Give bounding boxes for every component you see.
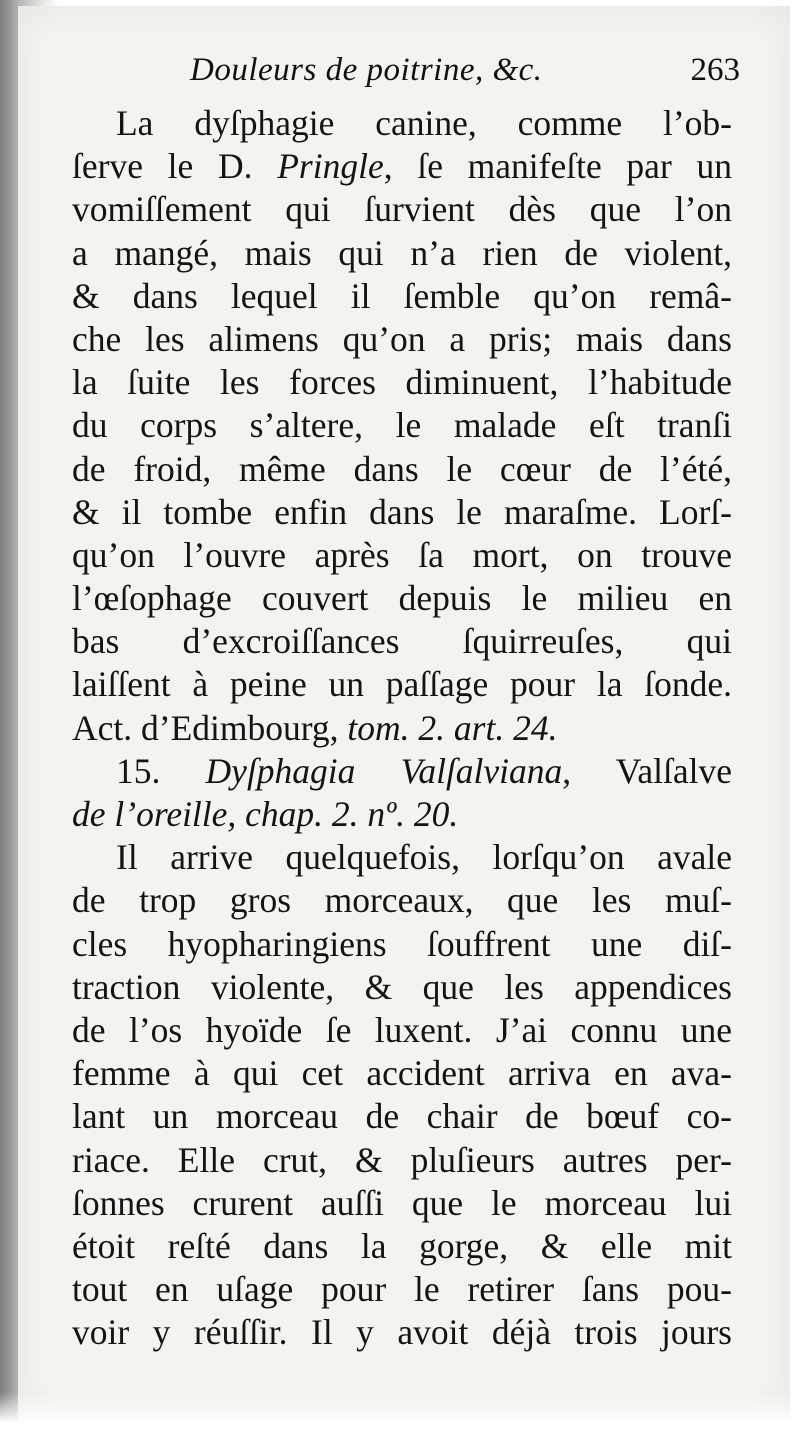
dysphagia-name: Dyſphagia Valſalviana <box>205 750 563 791</box>
text-line: bas d’excroiſſances ſquirreuſes, qui <box>72 621 732 662</box>
text-line: de l’os hyoïde ſe luxent. J’ai connu une <box>72 1009 732 1050</box>
text-line: qu’on l’ouvre après ſa mort, on trouve <box>72 534 732 575</box>
text-line: laiſſent à peine un paſſage pour la ſonde. <box>72 664 732 705</box>
section-number: 15. <box>116 750 206 791</box>
text-line: étoit reſté dans la gorge, & elle mit <box>72 1225 732 1266</box>
text-line: & il tombe enfin dans le maraſme. Lorſ- <box>72 491 732 532</box>
section-reference: de l’oreille, chap. 2. nº. 20. <box>72 794 459 834</box>
running-title: Douleurs de poitrine, &c. <box>190 52 543 88</box>
text-line <box>72 145 732 188</box>
text-line: du corps s’altere, le malade eſt tranſi <box>72 405 732 446</box>
page-header <box>60 52 740 102</box>
text-line: voir y réuſſir. Il y avoit déjà trois jours <box>72 1312 732 1353</box>
text-line: l’œſophage couvert depuis le milieu en <box>72 578 732 619</box>
text-line: che les alimens qu’on a pris; mais dans <box>72 318 732 359</box>
text-line: Il arrive quelquefois, lorſqu’on avale <box>116 837 732 878</box>
citation-source: Act. d’Edimbourg, <box>72 707 348 748</box>
text-line: & dans lequel il ſemble qu’on remâ- <box>72 275 732 316</box>
citation-line <box>72 707 732 750</box>
text-line: tout en uſage pour le retirer ſans pou- <box>72 1269 732 1310</box>
valsalve-name: , Valſalve <box>562 750 733 791</box>
section-heading <box>72 750 732 793</box>
text-line-end: , ſe manifeſte par un <box>383 146 732 187</box>
text-line: a mangé, mais qui n’a rien de violent, <box>72 232 732 273</box>
text-line: la ſuite les forces diminuent, l’habitude <box>72 362 732 403</box>
citation-ref: tom. 2. art. 24. <box>347 707 558 748</box>
text-line: traction violente, & que les appendices <box>72 966 732 1007</box>
text-line: La dyſphagie canine, comme l’ob- <box>116 103 732 143</box>
text-line: lant un morceau de chair de bœuf co- <box>72 1096 732 1137</box>
text-line: vomiſſement qui ſurvient dès que l’on <box>72 189 732 230</box>
page-bottom-edge <box>0 1392 800 1430</box>
text-line: de froid, même dans le cœur de l’été, <box>72 448 732 489</box>
text-line: cles hyopharingiens ſouffrent une diſ- <box>72 923 732 964</box>
text-line: de trop gros morceaux, que les muſ- <box>72 880 732 921</box>
page-number: 263 <box>690 52 740 88</box>
text-line: ſonnes crurent auſſi que le morceau lui <box>72 1182 732 1223</box>
text-line: riace. Elle crut, & pluſieurs autres per- <box>72 1139 732 1180</box>
author-name: Pringle <box>277 146 384 187</box>
page-body <box>72 102 732 1354</box>
text-line-start: ſerve le D. <box>72 146 278 187</box>
text-line: femme à qui cet accident arriva en ava- <box>72 1053 732 1094</box>
